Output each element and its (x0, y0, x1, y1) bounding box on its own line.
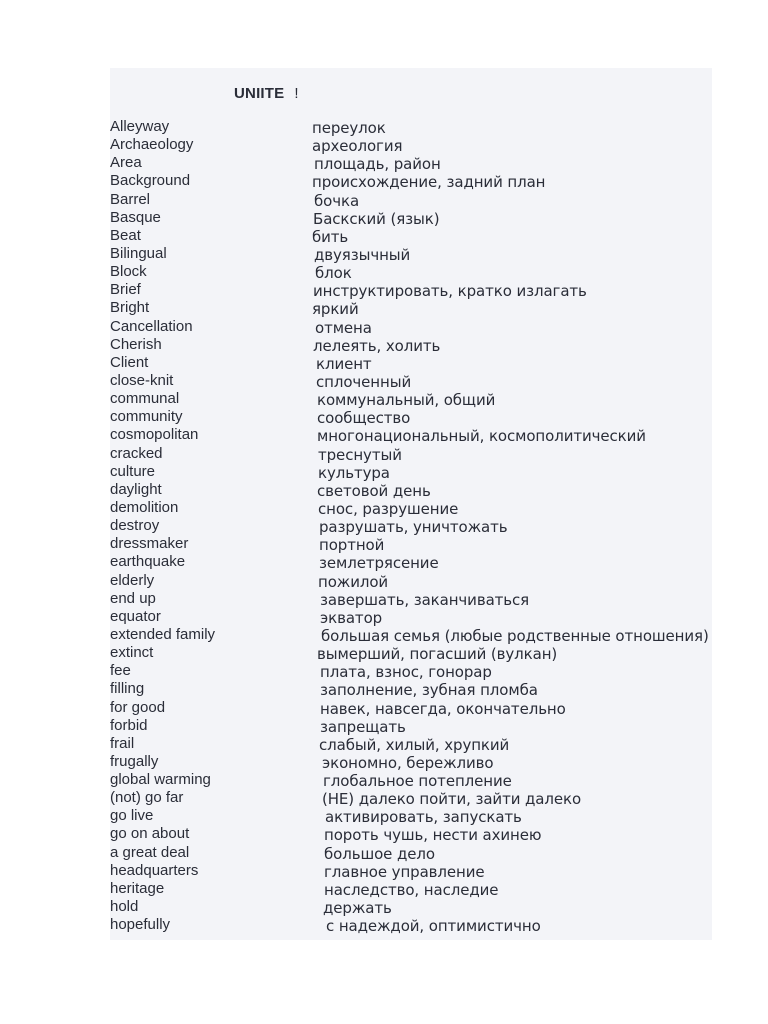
english-term: filling (110, 680, 145, 698)
vocab-row (110, 118, 712, 136)
russian-translation: вымерший, погасший (вулкан) (317, 645, 558, 664)
russian-translation: бить (312, 227, 349, 246)
english-term: Client (110, 353, 149, 371)
english-term: demolition (110, 498, 179, 516)
vocab-row (110, 318, 712, 336)
english-term: close-knit (110, 371, 174, 389)
english-term: Bilingual (110, 244, 167, 262)
russian-translation: главное управление (324, 862, 485, 881)
vocab-row (110, 154, 712, 172)
english-term: global warming (110, 771, 211, 789)
document-page (110, 68, 712, 940)
vocab-row (110, 916, 712, 934)
english-term: go live (110, 807, 154, 825)
russian-translation: землетрясение (319, 554, 439, 573)
russian-translation: блок (315, 264, 352, 283)
english-term: equator (110, 607, 161, 625)
russian-translation: коммунальный, общий (317, 391, 496, 410)
english-term: communal (110, 390, 180, 408)
vocab-row (110, 408, 712, 426)
vocab-row (110, 354, 712, 372)
russian-translation: наследство, наследие (324, 880, 499, 899)
russian-translation: экватор (320, 608, 383, 627)
english-term: (not) go far (110, 789, 184, 807)
english-term: extinct (110, 644, 154, 662)
english-term: cracked (110, 444, 163, 462)
russian-translation: отмена (315, 318, 372, 337)
english-term: Background (110, 172, 191, 190)
russian-translation: бочка (314, 191, 360, 210)
english-term: go on about (110, 825, 190, 843)
russian-translation: с надеждой, оптимистично (326, 917, 541, 936)
russian-translation: площадь, район (314, 155, 441, 174)
vocab-row (110, 753, 712, 771)
english-term: hold (110, 898, 139, 916)
russian-translation: завершать, заканчиваться (320, 590, 530, 609)
vocab-row (110, 590, 712, 608)
vocab-row (110, 372, 712, 390)
english-term: end up (110, 589, 156, 607)
vocab-row (110, 209, 712, 227)
vocab-row (110, 390, 712, 408)
russian-translation: лелеять, холить (313, 336, 441, 355)
vocab-row (110, 608, 712, 626)
russian-translation: многонациональный, космополитический (317, 427, 646, 446)
russian-translation: активировать, запускать (325, 808, 522, 827)
english-term: forbid (110, 716, 148, 734)
vocab-row (110, 898, 712, 916)
russian-translation: экономно, бережливо (322, 753, 494, 772)
english-term: frugally (110, 752, 159, 770)
vocab-row (110, 336, 712, 354)
vocab-row (110, 699, 712, 717)
russian-translation: плата, взнос, гонорар (320, 663, 492, 682)
russian-translation: инструктировать, кратко излагать (313, 282, 587, 301)
russian-translation: пожилой (318, 572, 389, 591)
russian-translation: глобальное потепление (323, 772, 512, 791)
document-title (234, 85, 299, 102)
vocab-row (110, 572, 712, 590)
vocab-row (110, 553, 712, 571)
vocab-row (110, 644, 712, 662)
russian-translation: световой день (317, 481, 431, 500)
russian-translation: треснутый (318, 445, 402, 464)
russian-translation: переулок (312, 119, 386, 137)
russian-translation: (НЕ) далеко пойти, зайти далеко (322, 790, 582, 809)
vocabulary-list (110, 118, 712, 934)
russian-translation: происхождение, задний план (312, 173, 546, 192)
vocab-row (110, 281, 712, 299)
english-term: Cherish (110, 335, 162, 353)
title-text: UNIITE (234, 85, 285, 102)
vocab-row (110, 825, 712, 843)
english-term: heritage (110, 879, 165, 897)
english-term: elderly (110, 571, 155, 589)
vocab-row (110, 499, 712, 517)
english-term: earthquake (110, 553, 186, 571)
vocab-row (110, 426, 712, 444)
english-term: Brief (110, 281, 141, 299)
russian-translation: сплоченный (316, 372, 412, 391)
russian-translation: держать (323, 899, 392, 918)
vocab-row (110, 535, 712, 553)
vocab-row (110, 735, 712, 753)
english-term: daylight (110, 480, 162, 498)
english-term: a great deal (110, 843, 190, 861)
english-term: Archaeology (110, 136, 194, 154)
russian-translation: большое дело (324, 844, 435, 863)
english-term: Cancellation (110, 317, 193, 335)
russian-translation: культура (318, 463, 390, 482)
vocab-row (110, 517, 712, 535)
english-term: Beat (110, 226, 141, 244)
vocab-row (110, 481, 712, 499)
title-mark: ! (294, 85, 299, 102)
english-term: fee (110, 662, 131, 680)
russian-translation: портной (319, 536, 385, 555)
vocab-row (110, 245, 712, 263)
vocab-row (110, 680, 712, 698)
vocab-row (110, 862, 712, 880)
russian-translation: Баскский (язык) (313, 209, 440, 228)
english-term: for good (110, 698, 166, 716)
english-term: Block (110, 263, 147, 281)
english-term: Alleyway (110, 118, 170, 135)
russian-translation: заполнение, зубная пломба (320, 681, 538, 700)
english-term: Barrel (110, 190, 151, 208)
vocab-row (110, 191, 712, 209)
vocab-row (110, 445, 712, 463)
vocab-row (110, 263, 712, 281)
english-term: extended family (110, 625, 216, 643)
vocab-row (110, 227, 712, 245)
english-term: dressmaker (110, 535, 189, 553)
russian-translation: яркий (312, 300, 359, 319)
english-term: culture (110, 462, 156, 480)
english-term: hopefully (110, 916, 171, 934)
vocab-row (110, 880, 712, 898)
vocab-row (110, 771, 712, 789)
english-term: frail (110, 734, 135, 752)
russian-translation: сообщество (317, 409, 411, 428)
english-term: community (110, 408, 183, 426)
russian-translation: клиент (316, 354, 372, 373)
english-term: destroy (110, 517, 160, 535)
vocab-row (110, 463, 712, 481)
english-term: Area (110, 154, 142, 172)
russian-translation: пороть чушь, нести ахинею (324, 826, 542, 845)
vocab-row (110, 789, 712, 807)
russian-translation: слабый, хилый, хрупкий (319, 735, 510, 754)
russian-translation: разрушать, уничтожать (319, 518, 508, 537)
vocab-row (110, 299, 712, 317)
english-term: headquarters (110, 861, 199, 879)
vocab-row (110, 717, 712, 735)
vocab-row (110, 626, 712, 644)
vocab-row (110, 136, 712, 154)
vocab-row (110, 662, 712, 680)
vocab-row (110, 844, 712, 862)
russian-translation: запрещать (320, 717, 406, 736)
russian-translation: снос, разрушение (318, 499, 459, 518)
english-term: cosmopolitan (110, 426, 199, 444)
english-term: Bright (110, 299, 150, 317)
russian-translation: большая семья (любые родственные отношения) (321, 626, 709, 645)
russian-translation: навек, навсегда, окончательно (320, 699, 566, 718)
russian-translation: двуязычный (314, 245, 411, 264)
vocab-row (110, 172, 712, 190)
vocab-row (110, 807, 712, 825)
russian-translation: археология (312, 137, 403, 156)
english-term: Basque (110, 208, 161, 226)
